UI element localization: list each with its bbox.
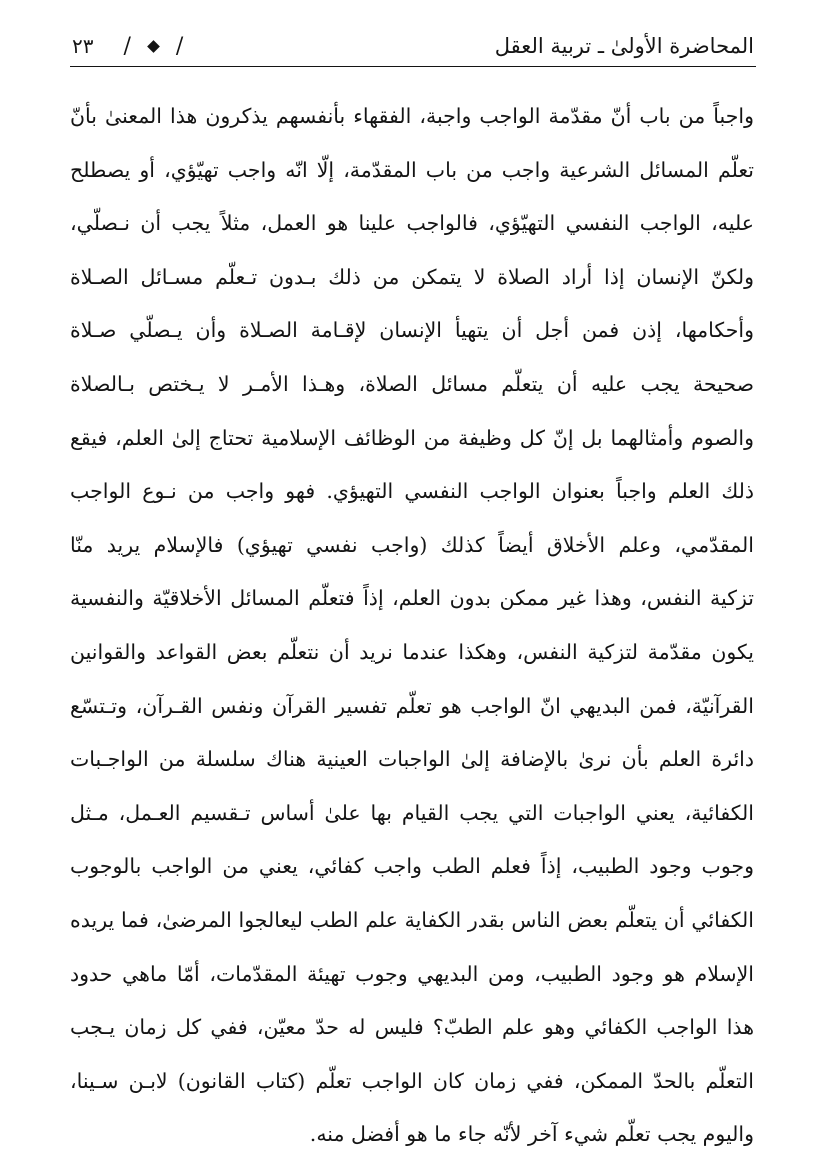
text-line: الإسلام هو وجود الطبيب، ومن البديهي وجوب تهيئة المقدّمات، أمّا ماهي حدود (70, 961, 754, 986)
page-marker (72, 34, 183, 59)
text-line: ولكنّ الإنسان إذا أراد الصلاة لا يتمكن من ذلك بـدون تـعلّم مسـائل الصـلاة (70, 264, 754, 289)
text-line: واليوم يجب تعلّم شيء آخر لأنّه جاء ما هو أفضل منه. (309, 1122, 754, 1147)
text-line: وجوب وجود الطبيب، إذاً فعلم الطب واجب كفائي، يعني من الواجب بالوجوب (70, 854, 754, 879)
text-line: واجباً من باب أنّ مقدّمة الواجب واجبة، الفقهاء بأنفسهم يذكرون هذا المعنىٰ بأنّ (70, 104, 754, 128)
text-line: تزكية النفس، وهذا غير ممكن بدون العلم، إذاً فتعلّم المسائل الأخلاقيّة والنفسية (70, 586, 754, 611)
text-line: صحيحة يجب عليه أن يتعلّم مسائل الصلاة، وهـذا الأمـر لا يـختص بـالصلاة (70, 371, 754, 396)
page-number: ٢٣ (72, 34, 94, 58)
diamond-ornament-icon (147, 40, 160, 53)
text-line: القرآنيّة، فمن البديهي انّ الواجب هو تعلّم تفسير القرآن ونفس القـرآن، وتـتسّع (70, 693, 754, 718)
text-line: الكفائي أن يتعلّم بعض الناس بقدر الكفاية علم الطب ليعالجوا المرضىٰ، فما يريده (70, 907, 754, 932)
body-text (70, 90, 754, 1162)
text-line: تعلّم المسائل الشرعية واجب من باب المقدّمة، إلّا انّه واجب تهيّؤي، أو يصطلح (70, 157, 754, 182)
text-line: دائرة العلم بأن نرىٰ بالإضافة إلىٰ الواجبات العينية هناك سلسلة من الواجـبات (70, 747, 754, 772)
text-line: يكون مقدّمة لتزكية النفس، وهكذا عندما نريد أن نتعلّم بعض القواعد والقوانين (70, 639, 754, 664)
header-separator-right: / (175, 33, 184, 59)
text-line: هذا الواجب الكفائي وهو علم الطبّ؟ فليس له حدّ معيّن، ففي كل زمان يـجب (70, 1015, 754, 1040)
text-line: عليه، الواجب النفسي التهيّؤي، فالواجب علينا هو العمل، مثلاً يجب أن نـصلّي، (70, 211, 754, 236)
text-line: المقدّمي، وعلم الأخلاق أيضاً كذلك (واجب نفسي تهيؤي) فالإسلام يريد منّا (70, 532, 754, 557)
text-line: والصوم وأمثالهما بل إنّ كل وظيفة من الوظائف الإسلامية تحتاج إلىٰ العلم، فيقع (70, 425, 754, 450)
text-line: وأحكامها، إذن فمن أجل أن يتهيأ الإنسان لإقـامة الصـلاة وأن يـصلّي صـلاة (70, 318, 754, 343)
running-header (72, 26, 754, 66)
text-line: الكفائية، يعني الواجبات التي يجب القيام بها علىٰ أساس تـقسيم العـمل، مـثل (70, 800, 754, 825)
text-line: ذلك العلم واجباً بعنوان الواجب النفسي التهيؤي. فهو واجب من نـوع الواجب (70, 479, 754, 504)
header-divider (70, 66, 756, 67)
header-separator-left: / (123, 33, 131, 59)
text-line: التعلّم بالحدّ الممكن، ففي زمان كان الواجب تعلّم (كتاب القانون) لابـن سـينا، (70, 1068, 754, 1093)
chapter-title: المحاضرة الأولىٰ ـ تربية العقل (494, 34, 754, 58)
